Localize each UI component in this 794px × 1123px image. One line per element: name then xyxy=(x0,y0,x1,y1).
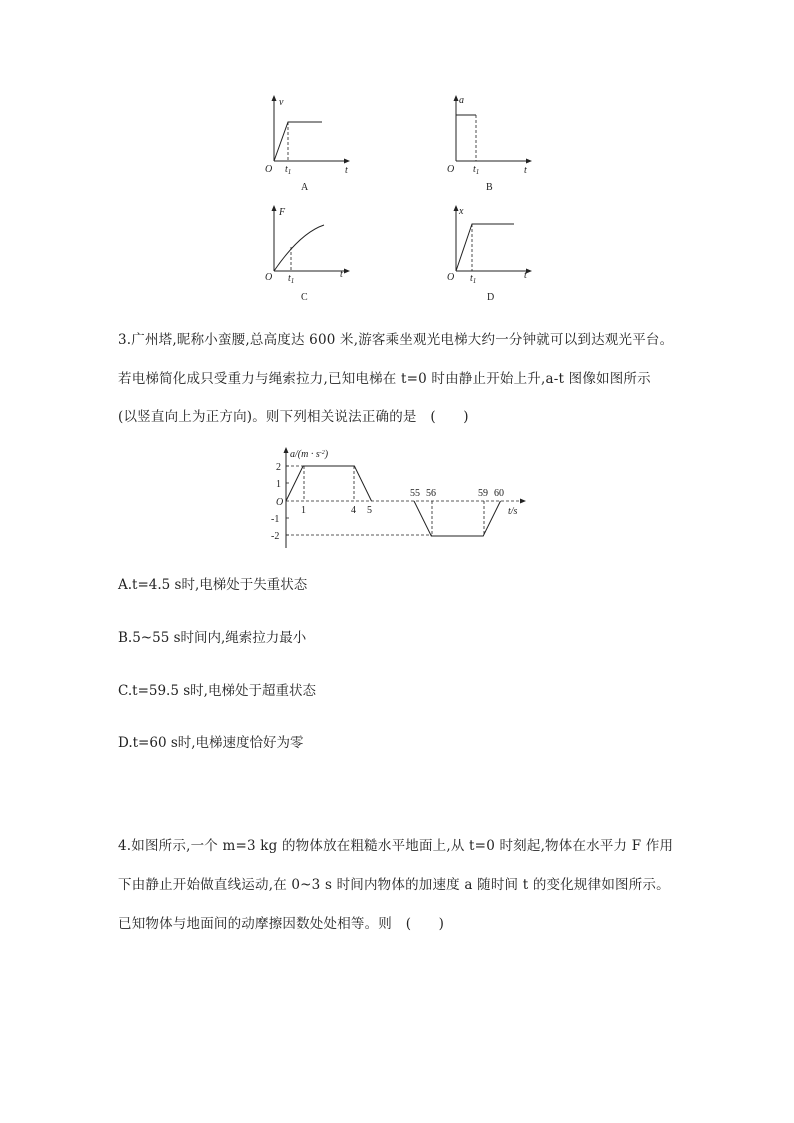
x-tick-1: 1 xyxy=(301,505,306,516)
q3-line-2: 若电梯简化成只受重力与绳索拉力,已知电梯在 t=0 时由静止开始上升,a-t 图像如图所示 xyxy=(118,371,651,387)
tick-label: $t_1$ xyxy=(285,164,292,176)
tick-label: $t_1$ xyxy=(288,273,295,285)
y-axis-label: x xyxy=(459,206,464,217)
q3-line-1: 3.广州塔,昵称小蛮腰,总高度达 600 米,游客乘坐观光电梯大约一分钟就可以到达观光平台。 xyxy=(118,332,674,348)
q4-line-3: 已知物体与地面间的动摩擦因数处处相等。则 ( ) xyxy=(118,916,445,932)
x-tick-60: 60 xyxy=(494,488,504,499)
option-label: C xyxy=(301,292,308,303)
q4-line-1: 4.如图所示,一个 m=3 kg 的物体放在粗糙水平地面上,从 t=0 时刻起,物体在水平力 F 作用 xyxy=(118,838,674,854)
q3-at-graph xyxy=(262,444,532,554)
x-tick-55: 55 xyxy=(410,488,420,499)
q3-option-d[interactable]: D.t=60 s时,电梯速度恰好为零 xyxy=(118,735,304,751)
option-label: A xyxy=(301,182,309,193)
option-label: B xyxy=(486,182,493,193)
origin-label: O xyxy=(265,164,273,175)
origin-label: O xyxy=(447,272,455,283)
a-t-line-rise xyxy=(286,466,372,501)
y-tick-2: 2 xyxy=(276,462,281,473)
y-tick-1: 1 xyxy=(276,479,281,490)
y-tick-neg1: -1 xyxy=(271,514,280,525)
x-tick-59: 59 xyxy=(478,488,488,499)
x-tick-56: 56 xyxy=(426,488,436,499)
x-axis-label: t xyxy=(524,270,527,281)
q3-option-a[interactable]: A.t=4.5 s时,电梯处于失重状态 xyxy=(118,577,308,593)
x-axis-label: t/s xyxy=(508,506,518,517)
option-label: D xyxy=(487,292,495,303)
a-t-line-fall xyxy=(414,501,501,536)
graph-b xyxy=(444,95,534,195)
y-axis-label: F xyxy=(279,207,286,218)
tick-label: $t_1$ xyxy=(473,164,480,176)
x-axis-label: t xyxy=(340,269,343,280)
origin-label: O xyxy=(265,272,273,283)
origin-label: O xyxy=(447,164,455,175)
graph-d xyxy=(444,205,534,305)
graph-c xyxy=(262,205,352,305)
q3-line-3: (以竖直向上为正方向)。则下列相关说法正确的是 ( ) xyxy=(118,409,469,425)
x-axis-label: t xyxy=(524,165,527,176)
y-axis-label: $a/(m \cdot s^{-2})$ xyxy=(290,449,329,460)
y-axis-label: v xyxy=(279,97,284,108)
graph-a xyxy=(262,95,352,195)
y-tick-neg2: -2 xyxy=(271,531,280,542)
origin-label: O xyxy=(276,497,284,508)
y-axis-label: a xyxy=(459,95,464,106)
q3-option-b[interactable]: B.5~55 s时间内,绳索拉力最小 xyxy=(118,630,307,646)
q4-line-2: 下由静止开始做直线运动,在 0~3 s 时间内物体的加速度 a 随时间 t 的变化规律如图所示。 xyxy=(118,877,670,893)
tick-label: $t_1$ xyxy=(470,273,477,285)
x-axis-label: t xyxy=(345,165,348,176)
x-tick-5: 5 xyxy=(367,505,372,516)
x-tick-4: 4 xyxy=(351,505,356,516)
q3-option-c[interactable]: C.t=59.5 s时,电梯处于超重状态 xyxy=(118,683,316,699)
